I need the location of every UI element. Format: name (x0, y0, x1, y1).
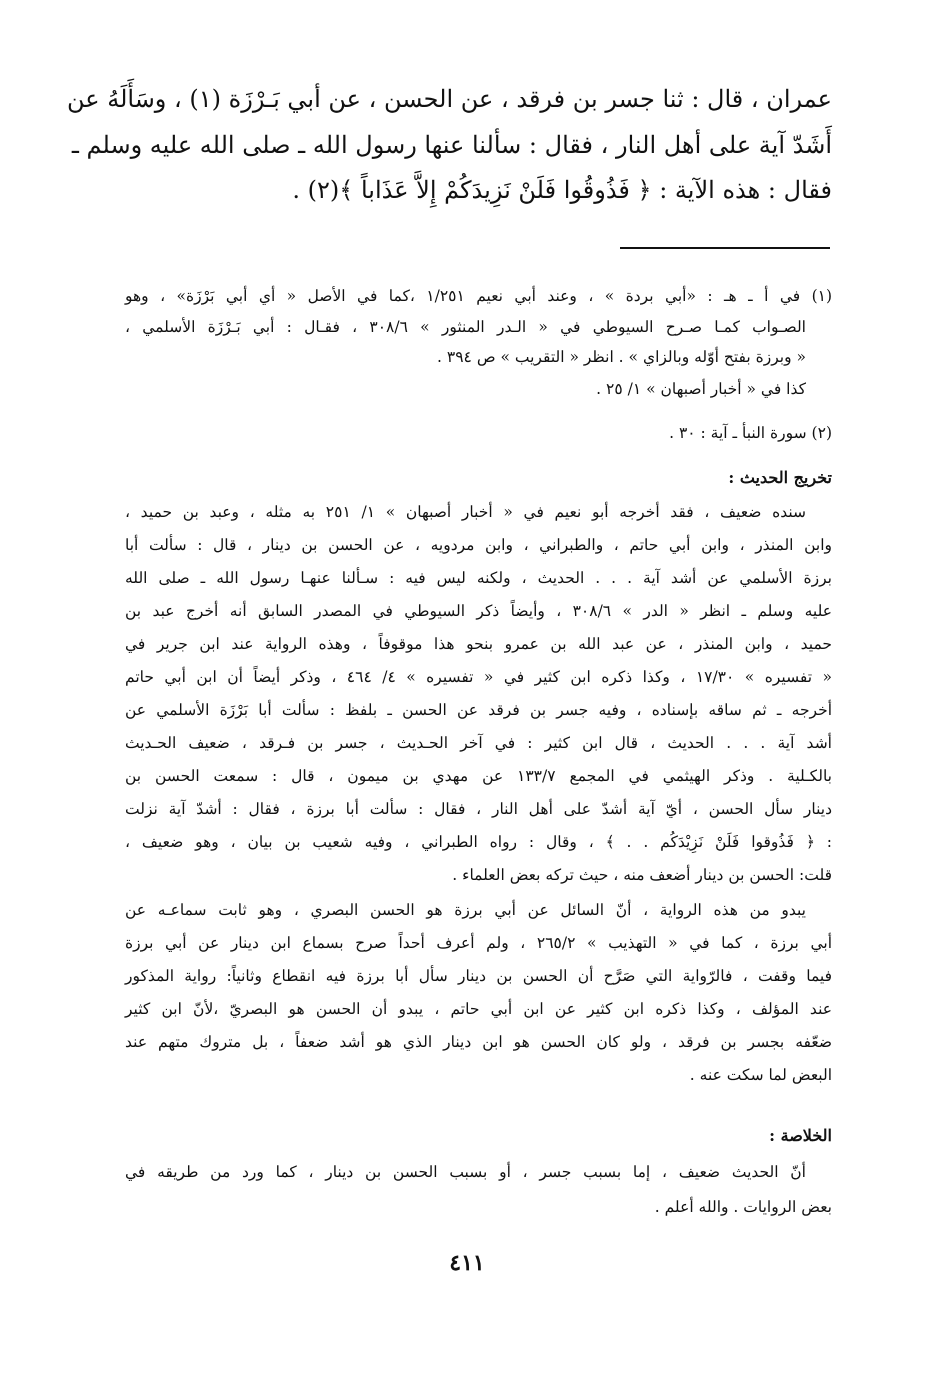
takhrij-line: عليه وسلم ـ انظر « الدر » ٣٠٨/٦ ، وأيضاً ذكر السيوطي في المصدر السابق أنه أخرج عبد بن (125, 602, 832, 620)
discussion-line: أبي برزة ، كما في « التهذيب » ٢٦٥/٢ ، ولم أعرف أحداً صرح بسماع ابن دينار عن أبي برزة (125, 934, 832, 952)
discussion-line: يبدو من هذه الرواية ، أنّ السائل عن أبي برزة هو الحسن البصري ، وهو ثابت سماعـه عن (125, 901, 806, 919)
main-text-line: عمران ، قال : ثنا جسر بن فرقد ، عن الحسن ، عن أبي بَـرْزَة (١) ، وسَأَلَهُ عن (66, 85, 832, 113)
main-text-line: فقال : هذه الآية : ﴿ فَذُوقُوا فَلَنْ نَزِيدَكُمْ إِلاَّ عَذَاباً ﴾(٢) . (292, 176, 832, 204)
footnote-line: (٢) سورة النبأ ـ آية : ٣٠ . (669, 424, 832, 442)
takhrij-line: دينار سأل الحسن ، أيّ آية أشدّ على أهل النار ، فقال : سألت أبا برزة ، فقال : أشدّ آية نزلت (125, 800, 832, 818)
takhrij-line: : ﴿ فَذُوقوا فَلَنْ نَزِيْدَكُم . . ﴾ ، وقال : رواه الطبراني ، وفيه شعيب بن بيان ، وهو ضعيف ، (125, 833, 832, 851)
takhrij-line: أشد آية . . . الحديث ، قال ابن كثير : في آخر الحـديث ، جسر بن فـرقد ، ضعيف الحـديث (125, 734, 832, 752)
conclusion-line: بعض الروايات . والله أعلم . (654, 1198, 832, 1216)
page-number: ٤١١ (449, 1250, 485, 1276)
main-text-line: أَشَدّ آية على أهل النار ، فقال : سألنا عنها رسول الله ـ صلى الله عليه وسلم ـ (71, 131, 832, 159)
takhrij-line: قلت: الحسن بن دينار أضعف منه ، حيث تركه بعض العلماء . (452, 866, 832, 884)
discussion-line: عند المؤلف ، وكذا ذكره ابن كثير عن ابن أبي حاتم ، يبدو أن الحسن هو البصريّ ،لأنّ ابن كثير (125, 1000, 832, 1018)
discussion-line: ضعّفه بجسر بن فرقد ، ولو كان الحسن هو ابن دينار الذي هو أشد ضعفاً ، بل متروك متهم عند (125, 1033, 832, 1051)
discussion-line: البعض لما سكت عنه . (689, 1066, 832, 1084)
takhrij-heading: تخريج الحديث : (728, 468, 832, 487)
discussion-line: فيما وقفت ، فالرّواية التي صَرَّح أن الحسن بن دينار سأل أبا برزة فيه انقطاع وثانياً: رواية المذكور (125, 967, 832, 985)
footnote-line: الصـواب كمـا صـرح السيوطي في « الـدر المنثور » ٣٠٨/٦ ، فقـال : أبي بَـرْزَة الأسلمي ، (125, 318, 806, 336)
takhrij-line: بالكـلية . وذكر الهيثمي في المجمع ١٣٣/٧ عن مهدي بن ميمون ، قال : سمعت الحسن بن (125, 767, 832, 785)
takhrij-line: وابن المنذر ، وابن أبي حاتم ، والطبراني ، وابن مردويه ، عن الحسن بن دينار ، قال : سألت أبا (125, 536, 832, 554)
conclusion-line: أنّ الحديث ضعيف ، إما بسبب جسر ، أو بسبب الحسن بن دينار ، كما ورد من طريقه في (125, 1163, 806, 1181)
takhrij-line: « تفسيره » ١٧/٣٠ ، وكذا ذكره ابن كثير في « تفسيره » ٤/ ٤٦٤ ، وذكر أيضاً أن ابن أبي حاتم (125, 668, 832, 686)
takhrij-line: سنده ضعيف ، فقد أخرجه أبو نعيم في « أخبار أصبهان » ١/ ٢٥١ به مثله ، وعبد بن حميد ، (125, 503, 806, 521)
footnote-line: (١) في أ ـ هـ : «أبي بردة » ، وعند أبي نعيم ١/٢٥١ ،كما في الأصل « أي أبي بَرْزَة» ، وهو (125, 287, 833, 305)
footnote-line: « وبرزة بفتح أوّله وبالزاي » . انظر « التقريب » ص ٣٩٤ . (437, 348, 806, 366)
takhrij-line: حميد ، وابن المنذر ، عن عبد الله بن عمرو بنحو هذا موقوفاً ، وهذه الرواية عند ابن جرير في (125, 635, 832, 653)
footnote-separator (620, 247, 830, 249)
takhrij-line: أخرجه ـ ثم ساقه بإسناده ، وفيه جسر بن فرقد عن الحسن ـ بلفظ : سألت أبا بَرْزَة الأسلمي عن (125, 701, 832, 719)
footnote-line: كذا في « أخبار أصبهان » ١/ ٢٥ . (596, 380, 806, 398)
conclusion-heading: الخلاصة : (769, 1126, 832, 1145)
takhrij-line: برزة الأسلمي عن أشد آية . . . الحديث ، ولكنه ليس فيه : سـألنا عنهـا رسول الله ـ صلى الله (125, 569, 832, 587)
